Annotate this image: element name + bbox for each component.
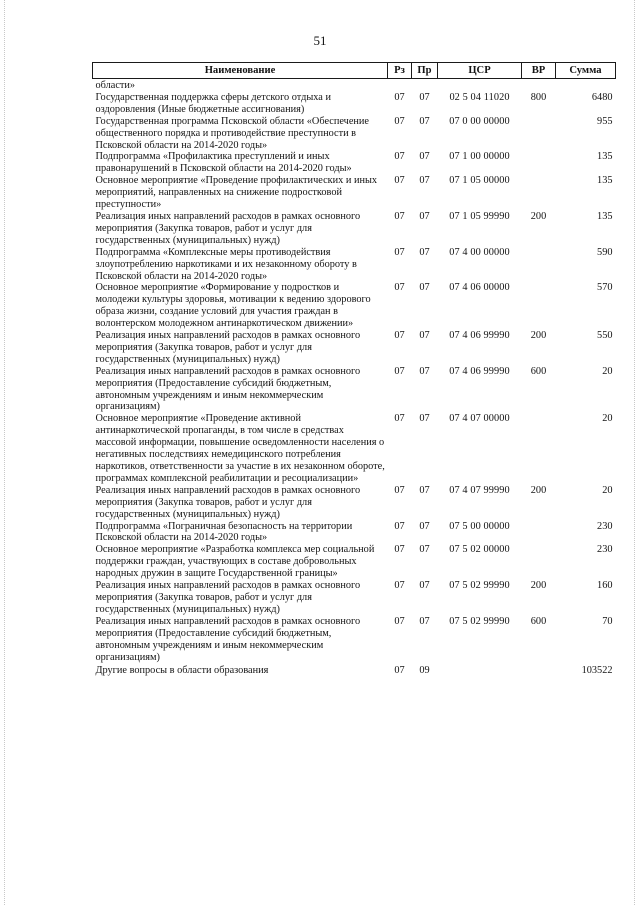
cell-pr: 07	[419, 365, 430, 377]
table-row	[93, 544, 616, 580]
cell-pr: 07	[419, 484, 430, 496]
cell-sum: 550	[597, 330, 613, 342]
cell-sum: 135	[597, 175, 613, 187]
cell-vr: 200	[530, 484, 547, 496]
cell-csr: 07 1 05 00000	[449, 175, 510, 187]
cell-vr	[522, 175, 556, 211]
cell-pr: 09	[419, 665, 430, 677]
cell-vr: 800	[530, 91, 547, 103]
table-row	[93, 663, 616, 677]
cell-rz: 07	[394, 210, 405, 222]
cell-csr: 07 1 05 99990	[449, 210, 510, 222]
budget-table	[92, 62, 616, 677]
cell-sum: 70	[602, 615, 613, 627]
cell-pr: 07	[419, 615, 430, 627]
cell-rz: 07	[394, 151, 405, 163]
cell-pr: 07	[419, 175, 430, 187]
cell-pr: 07	[419, 580, 430, 592]
cell-pr: 07	[419, 115, 430, 127]
cell-vr	[522, 282, 556, 330]
table-row	[93, 521, 616, 545]
table-body	[93, 79, 616, 678]
cell-pr: 07	[419, 544, 430, 556]
table-row	[93, 247, 616, 283]
header-name: Наименование	[93, 63, 388, 79]
cell-name: Основное мероприятие «Формирование у подростков и молодежи культуры здоровья, мотивации к ведению здорового образа жизни, создание условий для участия граждан в волонтерском молодежном антинаркотическом движении»	[95, 282, 371, 330]
cell-sum: 20	[602, 484, 613, 496]
cell-name: Подпрограмма «Комплексные меры противодействия злоупотреблению наркотиками и их незаконному обороту в Псковской области на 2014-2020 годы»	[95, 246, 357, 282]
cell-sum: 230	[597, 520, 613, 532]
cell-rz: 07	[394, 282, 405, 294]
cell-pr: 07	[419, 330, 430, 342]
table-row	[93, 330, 616, 366]
page-number: 51	[313, 33, 327, 48]
cell-rz: 07	[394, 115, 405, 127]
cell-rz: 07	[394, 544, 405, 556]
cell-vr	[522, 544, 556, 580]
cell-sum: 590	[597, 246, 613, 258]
cell-rz: 07	[394, 413, 405, 425]
cell-sum: 955	[597, 115, 613, 127]
cell-csr: 02 5 04 11020	[449, 91, 510, 103]
cell-rz	[388, 79, 412, 92]
cell-vr: 600	[530, 365, 547, 377]
table-row	[93, 282, 616, 330]
cell-name: Реализация иных направлений расходов в рамках основного мероприятия (Закупка товаров, работ и услуг для государственных (муниципальных) нужд)	[95, 484, 361, 520]
header-rz: Рз	[388, 63, 412, 79]
cell-vr	[522, 247, 556, 283]
header-pr: Пр	[412, 63, 438, 79]
cell-name: Основное мероприятие «Проведение активной антинаркотической пропаганды, в том числе в средствах массовой информации, повышение осведомленности населения о негативных последствиях немедицинского потребления наркотиков, ответственности за участие в их незаконном обороте, программах комплексной реабилитации и ресоциализации»	[95, 413, 385, 484]
cell-rz: 07	[394, 330, 405, 342]
cell-rz: 07	[394, 520, 405, 532]
cell-vr: 200	[530, 210, 547, 222]
cell-csr: 07 4 07 00000	[449, 413, 510, 425]
cell-sum: 160	[597, 580, 613, 592]
cell-vr: 600	[530, 615, 547, 627]
cell-sum: 135	[597, 151, 613, 163]
cell-rz: 07	[394, 365, 405, 377]
cell-csr: 07 5 02 00000	[449, 544, 510, 556]
cell-sum: 230	[597, 544, 613, 556]
cell-pr: 07	[419, 246, 430, 258]
cell-name: Государственная поддержка сферы детского отдыха и оздоровления (Иные бюджетные ассигнования)	[95, 91, 331, 115]
table-row	[93, 366, 616, 414]
cell-vr	[522, 79, 556, 92]
header-csr: ЦСР	[438, 63, 522, 79]
cell-csr: 07 5 00 00000	[449, 520, 510, 532]
cell-csr: 07 4 06 00000	[449, 282, 510, 294]
table-row	[93, 116, 616, 152]
cell-name: Другие вопросы в области образования	[95, 665, 269, 677]
cell-vr: 200	[530, 580, 547, 592]
cell-sum: 20	[602, 365, 613, 377]
cell-rz: 07	[394, 484, 405, 496]
table-row	[93, 616, 616, 664]
cell-rz: 07	[394, 91, 405, 103]
cell-csr	[438, 663, 522, 677]
cell-csr: 07 5 02 99990	[449, 580, 510, 592]
cell-pr: 07	[419, 520, 430, 532]
cell-sum: 570	[597, 282, 613, 294]
cell-csr: 07 4 06 99990	[449, 330, 510, 342]
table-row	[93, 580, 616, 616]
cell-csr	[438, 79, 522, 92]
cell-rz: 07	[394, 580, 405, 592]
table-row	[93, 79, 616, 92]
cell-name: Реализация иных направлений расходов в рамках основного мероприятия (Предоставление субсидий бюджетным, автономным учреждениям и иным некоммерческим организациям)	[95, 365, 361, 413]
cell-sum: 103522	[581, 665, 613, 677]
cell-vr: 200	[530, 330, 547, 342]
cell-pr: 07	[419, 151, 430, 163]
table-row	[93, 211, 616, 247]
cell-name: Реализация иных направлений расходов в рамках основного мероприятия (Закупка товаров, работ и услуг для государственных (муниципальных) нужд)	[95, 330, 361, 365]
header-sum: Сумма	[556, 63, 616, 79]
table-row	[93, 92, 616, 116]
cell-name: Основное мероприятие «Проведение профилактических и иных мероприятий, направленных на снижение подростковой преступности»	[95, 175, 378, 211]
cell-csr: 07 1 00 00000	[449, 151, 510, 163]
cell-vr	[522, 663, 556, 677]
cell-name: области»	[95, 80, 136, 91]
cell-name: Реализация иных направлений расходов в рамках основного мероприятия (Предоставление субсидий бюджетным, автономным учреждениям и иным некоммерческим организациям)	[95, 615, 361, 663]
cell-sum: 135	[597, 210, 613, 222]
table-row	[93, 413, 616, 484]
cell-csr: 07 0 00 00000	[449, 115, 510, 127]
cell-sum: 6480	[591, 91, 613, 103]
table-row	[93, 485, 616, 521]
budget-table-container	[92, 62, 615, 677]
cell-pr: 07	[419, 210, 430, 222]
cell-name: Реализация иных направлений расходов в рамках основного мероприятия (Закупка товаров, работ и услуг для государственных (муниципальных) нужд)	[95, 210, 361, 246]
cell-csr: 07 4 06 99990	[449, 365, 510, 377]
table-row	[93, 151, 616, 175]
cell-vr	[522, 116, 556, 152]
cell-name: Подпрограмма «Пограничная безопасность на территории Псковской области на 2014-2020 годы»	[95, 520, 353, 544]
header-vr: ВР	[522, 63, 556, 79]
scan-edge-right	[634, 0, 635, 905]
cell-sum: 20	[602, 413, 613, 425]
cell-rz: 07	[394, 665, 405, 677]
cell-sum	[556, 79, 616, 92]
cell-csr: 07 4 00 00000	[449, 246, 510, 258]
table-row	[93, 175, 616, 211]
cell-name: Реализация иных направлений расходов в рамках основного мероприятия (Закупка товаров, работ и услуг для государственных (муниципальных) нужд)	[95, 580, 361, 615]
table-header-row	[93, 63, 616, 79]
cell-name: Основное мероприятие «Разработка комплекса мер социальной поддержки граждан, участвующих в составе добровольных народных дружин в защите Государственной границы»	[95, 544, 375, 580]
cell-name: Государственная программа Псковской области «Обеспечение общественного порядка и противодействие преступности в Псковской области на 2014-2020 годы»	[95, 115, 370, 151]
cell-rz: 07	[394, 246, 405, 258]
cell-rz: 07	[394, 175, 405, 187]
cell-rz: 07	[394, 615, 405, 627]
cell-pr: 07	[419, 413, 430, 425]
cell-csr: 07 4 07 99990	[449, 484, 510, 496]
cell-vr	[522, 521, 556, 545]
cell-pr: 07	[419, 282, 430, 294]
cell-name: Подпрограмма «Профилактика преступлений и иных правонарушений в Псковской области на 2014-2020 годы»	[95, 151, 352, 175]
cell-vr	[522, 413, 556, 484]
cell-pr: 07	[419, 91, 430, 103]
scan-edge-left	[4, 0, 5, 905]
cell-vr	[522, 151, 556, 175]
cell-csr: 07 5 02 99990	[449, 615, 510, 627]
cell-pr	[412, 79, 438, 92]
